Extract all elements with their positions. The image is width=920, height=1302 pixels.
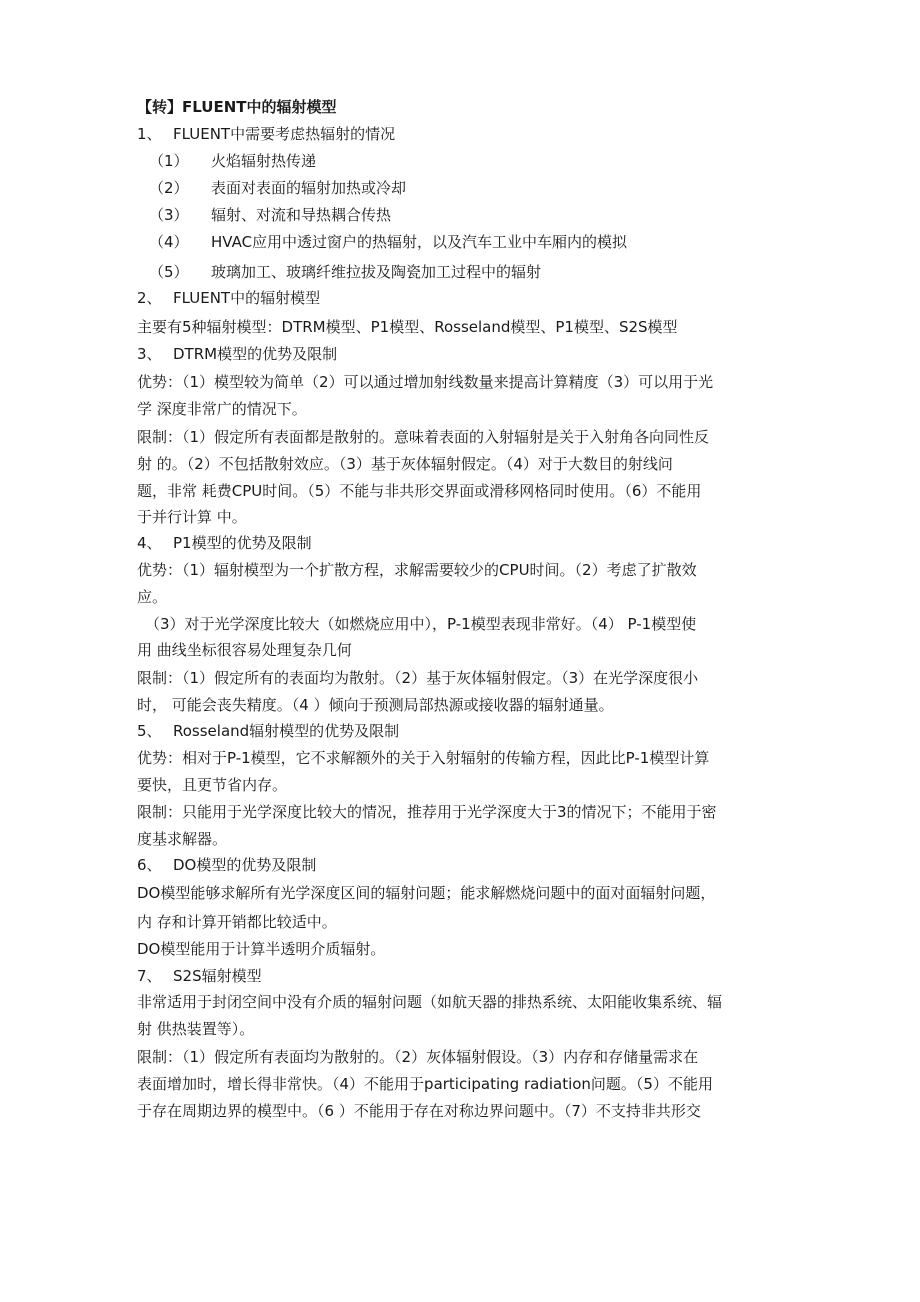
- section-1-heading: [137, 124, 395, 144]
- paragraph-line: 应。: [137, 588, 168, 606]
- section-3-heading: 3、 DTRM模型的优势及限制: [137, 345, 338, 363]
- paragraph-line: 射 供热装置等）。: [137, 1020, 255, 1038]
- paragraph-line: 优势：（1）模型较为简单（2）可以通过增加射线数量来提高计算精度（3）可以用于光: [137, 373, 714, 391]
- section-6-heading: 6、 DO模型的优势及限制: [137, 856, 317, 874]
- list-item: （5） 玻璃加工、玻璃纤维拉拔及陶瓷加工过程中的辐射: [149, 263, 542, 281]
- document-title: 【转】FLUENT中的辐射模型: [137, 98, 337, 116]
- paragraph-line: 主要有5种辐射模型：DTRM模型、P1模型、Rosseland模型、P1模型、S2S模型: [137, 318, 678, 336]
- paragraph-line: 限制：（1）假定所有表面均为散射的。（2）灰体辐射假设。（3）内存和存储量需求在: [137, 1048, 699, 1066]
- paragraph-line: 于并行计算 中。: [137, 508, 247, 526]
- paragraph-line: DO模型能用于计算半透明介质辐射。: [137, 940, 386, 958]
- paragraph-line: 非常适用于封闭空间中没有介质的辐射问题（如航天器的排热系统、太阳能收集系统、辐: [137, 993, 723, 1011]
- list-item: （1） 火焰辐射热传递: [149, 152, 317, 170]
- paragraph-line: 用 曲线坐标很容易处理复杂几何: [137, 641, 352, 659]
- section-title: FLUENT中需要考虑热辐射的情况: [173, 125, 396, 143]
- paragraph-line: 限制：（1）假定所有表面都是散射的。意味着表面的入射辐射是关于入射角各向同性反: [137, 428, 710, 446]
- list-item: （3） 辐射、对流和导热耦合传热: [149, 206, 392, 224]
- paragraph-line: （3）对于光学深度比较大（如燃烧应用中），P-1模型表现非常好。（4） P-1模型使: [145, 615, 697, 633]
- paragraph-line: 优势：相对于P-1模型，它不求解额外的关于入射辐射的传输方程，因此比P-1模型计算: [137, 749, 710, 767]
- paragraph-line: 要快，且更节省内存。: [137, 776, 288, 794]
- paragraph-line: 优势：（1）辐射模型为一个扩散方程，求解需要较少的CPU时间。（2）考虑了扩散效: [137, 561, 697, 579]
- paragraph-line: 射 的。（2）不包括散射效应。（3）基于灰体辐射假定。（4）对于大数目的射线问: [137, 455, 673, 473]
- list-item: （2） 表面对表面的辐射加热或冷却: [149, 179, 407, 197]
- section-7-heading: 7、 S2S辐射模型: [137, 967, 262, 985]
- paragraph-line: DO模型能够求解所有光学深度区间的辐射问题；能求解燃烧问题中的面对面辐射问题，: [137, 884, 716, 902]
- paragraph-line: 学 深度非常广的情况下。: [137, 400, 307, 418]
- paragraph-line: 限制：只能用于光学深度比较大的情况，推荐用于光学深度大于3的情况下；不能用于密: [137, 803, 717, 821]
- paragraph-line: 限制：（1）假定所有的表面均为散射。（2）基于灰体辐射假定。（3）在光学深度很小: [137, 669, 699, 687]
- paragraph-line: 时， 可能会丧失精度。（4 ）倾向于预测局部热源或接收器的辐射通量。: [137, 696, 614, 714]
- section-number: 1、: [137, 125, 162, 143]
- paragraph-line: 于存在周期边界的模型中。（6 ）不能用于存在对称边界问题中。（7）不支持非共形交: [137, 1102, 701, 1120]
- paragraph-line: 表面增加时，增长得非常快。（4）不能用于participating radiation问题。（5）不能用: [137, 1075, 713, 1093]
- list-item: （4） HVAC应用中透过窗户的热辐射，以及汽车工业中车厢内的模拟: [149, 233, 628, 251]
- paragraph-line: 度基求解器。: [137, 830, 228, 848]
- section-2-heading: 2、 FLUENT中的辐射模型: [137, 289, 321, 307]
- section-4-heading: 4、 P1模型的优势及限制: [137, 534, 312, 552]
- section-5-heading: 5、 Rosseland辐射模型的优势及限制: [137, 722, 400, 740]
- paragraph-line: 内 存和计算开销都比较适中。: [137, 913, 337, 931]
- paragraph-line: 题，非常 耗费CPU时间。（5）不能与非共形交界面或滑移网格同时使用。（6）不能用: [137, 482, 702, 500]
